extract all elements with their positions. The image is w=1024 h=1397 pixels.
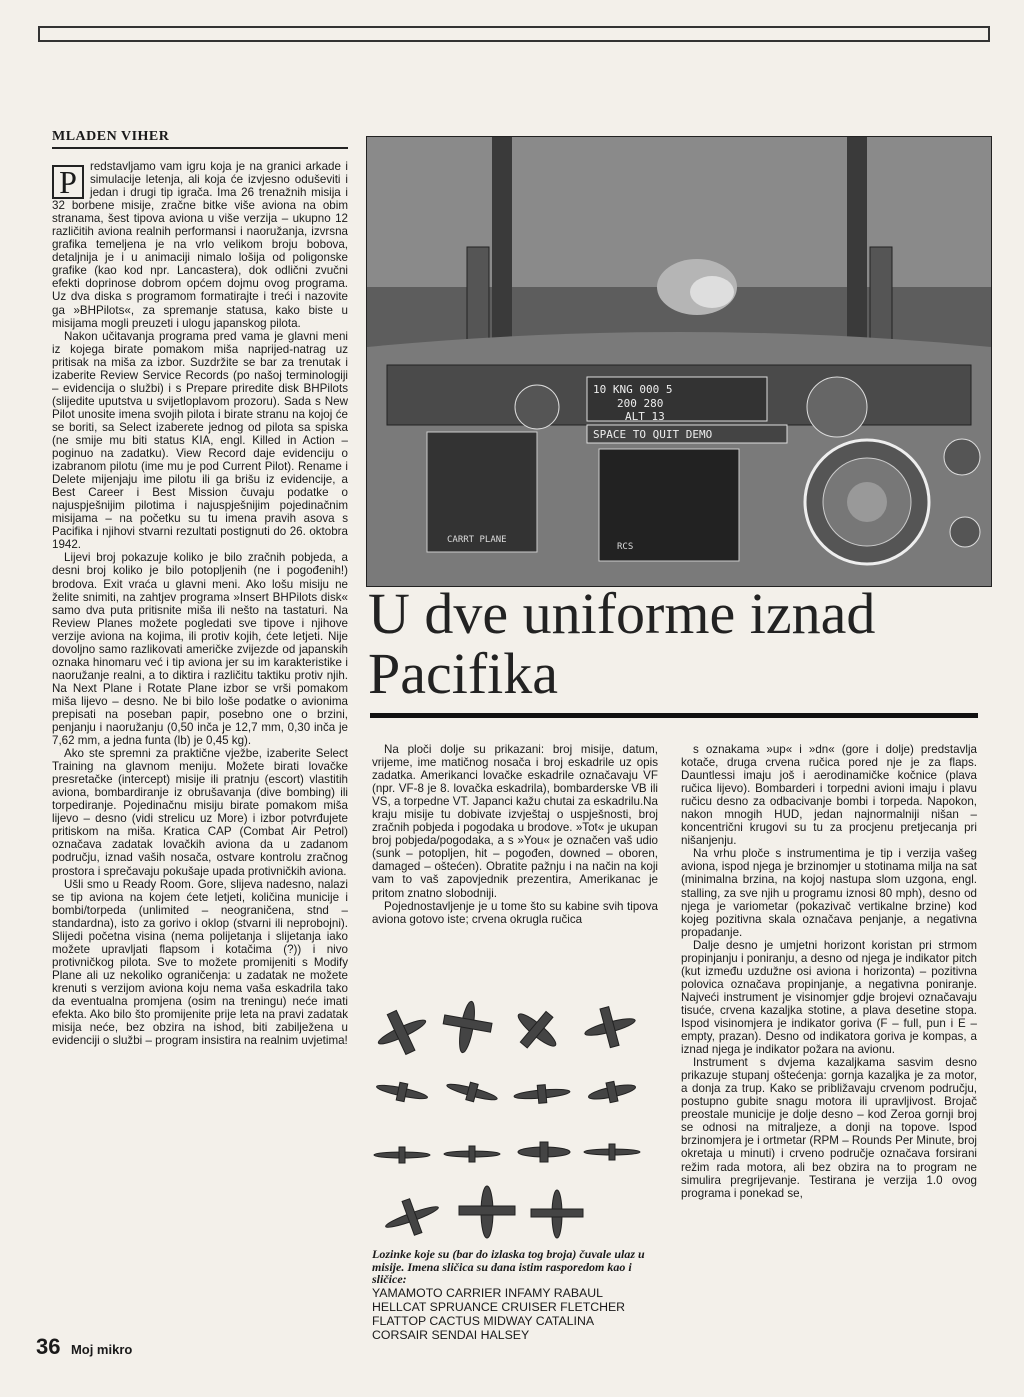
paragraph: Na ploči dolje su prikazani: broj misije, datum, vrijeme, ime matičnog nosača i broj eskadrile uz opis zadatka. Amerikanci lovačke eskadrile označavaju VF (npr. VF-8 je 8. lovačka eskadrila), bombarderske VB ili VS, a torpedne VT. Japanci kažu chutai za eskadrilu.Na kraju misije tu dobivate izvještaj o uspješnosti, broj zračnih pobjeda i pogodaka u brodove. »Tot« je ukupan broj pobjeda/pogodaka, a s »You« je označen vaš udio (sunk – potopljen, hit – pogođen, downed – oboren, damaged – oštećen). Obratite pažnju i na način na koji vam to vaš zapovjednik prezentira, Amerikanac je pritom znatno slobodniji.: [372, 743, 658, 900]
airplane-icon: [584, 1144, 640, 1160]
airplane-icon: [444, 1146, 500, 1162]
airplane-icon: [506, 999, 568, 1060]
paragraph: Pojednostavljenje je u tome što su kabine svih tipova aviona gotovo iste; crvena okrugla ručica: [372, 899, 658, 926]
aircraft-icons-grid: [372, 992, 650, 1250]
caption-line: CORSAIR SENDAI HALSEY: [372, 1327, 530, 1342]
airplane-icon: [580, 1001, 641, 1053]
caption-line: FLATTOP CACTUS MIDWAY CATALINA: [372, 1313, 595, 1328]
airplane-icon: [375, 1078, 430, 1106]
airplane-icon: [445, 1077, 500, 1108]
game-screenshot: [366, 136, 992, 587]
paragraph: P redstavljamo vam igru koja je na granici arkade i simulacije letenja, ali koja će izvjesno oduševiti i jedan i drugi tip igrača. Ima 26 trenažnih misija i 32 borbene misije, zračne bitke više aviona na obim stranama, šest tipova aviona u više verzija – ukupno 12 različitih aviona realnih performansi i naoružanja, izvrsna grafika temeljena je na vrlo velikom broju bobova, detaljnija je i u animaciji nimalo lošija od poligonske grafike (kao kod npr. Lancastera), dok odlični zvučni efekti doprinose dobrom općem dojmu ovog programa. Uz dva diska s programom formatirajte i treći i nazovite ga »BHPilots«, za spremanje statusa, kako biste u misijama mogli preuzeti i ulogu japanskog pilota.: [52, 160, 348, 330]
magazine-name: Moj mikro: [70, 1342, 133, 1357]
column-3: [681, 743, 977, 1200]
column-2: [372, 743, 658, 926]
headline-rule: [370, 713, 978, 718]
page-number: 36: [36, 1334, 61, 1359]
author-rule: [52, 147, 348, 149]
paragraph: Instrument s dvjema kazaljkama sasvim desno prikazuje stupanj oštećenja: gornja kazaljka je za motor, a donja za trup. Kako se približavaju crvenom području, postupno gubite snagu motora ili upravljivost. Brojač preostale municije je dolje desno – kod Zeroa gornji broj se odnosi na mitraljeze, a donji na topove. Ispod brzinomjera je i ortmetar (RPM – Rounds Per Minute, broj okretaja u minuti) i crveno područje označava forsirani režim rada motora, ali bez obzira na to program ne simulira pregrijevanje. Testirana je verzija 1.0 ovog programa i ponekad se,: [681, 1056, 977, 1200]
page-footer: [36, 1334, 132, 1360]
airplane-icon: [531, 1190, 583, 1238]
hud-line-2: 200 280: [617, 397, 664, 410]
airplane-icon: [372, 1001, 435, 1063]
quit-demo-label: SPACE TO QUIT DEMO: [593, 428, 713, 441]
airplane-icon: [459, 1186, 515, 1238]
drop-cap: P: [52, 165, 84, 199]
caption-line: YAMAMOTO CARRIER INFAMY RABAUL: [372, 1285, 603, 1300]
paragraph: Ako ste spremni za praktične vježbe, izaberite Select Training na glavnom meniju. Možete birati lovačke presretačke (intercept) misije ili pratnju (escort) vlastitih aviona, bombardiranje iz obrušavanja (dive bombing) ili torpediranje. Pojedinačnu misiju birate pomakom miša lijevo – desno (vidi strelicu uz More) i izbor potvrđujete pritiskom na miša. Kratica CAP (Combat Air Petrol) označava zadatak lovačkih aviona da u zadanom području, iznad vaših nosača, ostvare kontrolu zračnog prostora i sprečavaju pokušaje upada protivničkih aviona.: [52, 747, 348, 878]
carrier-plane-label: CARRT PLANE: [447, 535, 507, 545]
hud-line-1: 10 KNG 000 5: [593, 383, 673, 396]
paragraph: Ušli smo u Ready Room. Gore, slijeva nadesno, nalazi se tip aviona na kojem ćete letjeti, količina municije i bombi/torpeda (unlimited – neograničena, stnd – standardna), isto za gorivo i oklop (stvarni ili neprobojni). Slijedi početna visina (nema polijetanja i slijetanja iako možete upravljati flapsom i kotačima (?)) i nivo protivničkog pilota. Sve to možete promijeniti s Modify Plane ali uz nekoliko ograničenja: u zadatak ne možete krenuti s verzijom aviona koju nema vaša eskadrila tako da eventualna promjena (osim na treningu) neće imati efekta. Ako bilo što promijenite prije leta na pravi zadatak misija neće, bez obzira na ishod, biti zabilježena u evidenciji o službi – program insistira na realnim uvjetima!: [52, 877, 348, 1048]
paragraph: Dalje desno je umjetni horizont koristan pri strmom propinjanju i poniranju, a desno od njega je indikator pitch (kut između uzdužne osi aviona i horizonta) – pozitivna polovica označava propinjanje, a negativna poniranje. Najveći instrument je visinomjer gdje brojevi označavaju tisuće, crvena kazaljka stotine, a plava desetine stopa. Ispod visinomjera je indikator goriva (F – full, pun i E – empty, prazan). Desno od indikatora goriva je kompas, a iznad njega je indikator požara na avionu.: [681, 938, 977, 1057]
column-1: [52, 160, 348, 1047]
airplane-icon: [439, 997, 495, 1057]
paragraph: Lijevi broj pokazuje koliko je bilo zračnih pobjeda, a desni broj koliko je bilo potopljenih (ne i pogođenih!) brodova. Exit vraća u glavni meni. Ako lošu misiju ne želite snimiti, na zahtjev programa »Insert BHPilots disk« samo dva puta pritisnite miša ili nešto na tastaturi. Na Review Planes možete pogledati sve tipove i njihove verzije aviona na kojima, ili protiv kojih, ćete letjeti. Nije dovoljno samo razlikovati američke zvijezde od japanskih oznaka hinomaru već i tip aviona jer su im karakteristike i naoružanje realni, a to diktira i različitu taktiku protiv njih. Na Next Plane i Rotate Plane izbor se vrši pomakom miša lijevo – desno. Ne bi bilo loše podatke o avionima prepisati na poseban papir, posebno one o brzini, penjanju i naoružanju (0,50 inča je 12,7 mm, 0,30 inča je 7,62 mm, a jedna funta (lb) je 0,45 kg).: [52, 551, 348, 748]
caption-italic: Lozinke koje su (bar do izlaska tog broja) čuvale ulaz u misije. Imena sličica su dana istim rasporedom kao i sličice:: [372, 1247, 645, 1287]
paragraph: s oznakama »up« i »dn« (gore i dolje) predstavlja kotače, druga crvena ručica pored nje je za flaps. Dauntlessi imaju još i aerodinamičke kočnice (plava ručica lijevo). Bombarderi i torpedni avioni imaju i plavu ručicu desno za odbacivanje bombi i torpeda. Napokon, nakon mnogih HUD, jedan najnormalniji nišan – koncentrični krugovi su tu za procjenu pretjecanja pri nišanjenju.: [681, 743, 977, 848]
top-frame: [38, 26, 990, 42]
airplane-icon: [380, 1191, 445, 1244]
airplane-icons: [372, 992, 650, 1250]
airplane-icon: [586, 1077, 637, 1107]
airplane-icon: [518, 1142, 570, 1162]
hud-line-3: ALT 13: [625, 410, 665, 423]
paragraph: Nakon učitavanja programa pred vama je glavni meni iz kojega birate pomakom miša naprijed-natrag uz pritisak na miša za izbor. Suzdržite se bar za trenutak i izaberite Review Service Records (po našoj terminologiji – evidencija o službi) i s Prepare priredite disk BHPilots (slijedite uputstva u svijetloplavom prozoru). Sada s New Pilot unosite imena svojih pilota i birate stranu na kojoj će se boriti, sa Select izaberete jednog od pilota sa spiska (ne smije mu biti status KIA, engl. Killed in Action – poginuo na zadatku). View Record daje evidenciju o izabranom pilotu (ime mu je pod Current Pilot). Rename i Delete mijenjaju ime pilotu ili ga brišu iz evidencije, a Best Career i Best Mission čuvaju podatke o najuspješnijim pilotima i najuspješnijim pojedinačnim misijama – na početku su tu imena pravih asova s Pacifika i njihovi stvarni rezultati postignuti do 26. oktobra 1942.: [52, 329, 348, 552]
airplane-icon: [374, 1147, 430, 1163]
radar-label: RCS: [617, 542, 634, 552]
author-byline: MLADEN VIHER: [52, 129, 170, 144]
paragraph: Na vrhu ploče s instrumentima je tip i verzija vašeg aviona, ispod njega je brzinomjer u stotinama milja na sat (minimalna brzina, na kojoj nastupa slom uzgona, engl. stalling, za sve njih u programu iznosi 80 mph), desno od njega je variometar (pokazivač vertikalne brzine) kod kojeg pozitivna skala označava penjanje, a negativna propadanje.: [681, 847, 977, 939]
cockpit-illustration: [367, 137, 991, 586]
caption-line: HELLCAT SPRUANCE CRUISER FLETCHER: [372, 1299, 626, 1314]
image-caption: [372, 1248, 658, 1342]
airplane-icon: [513, 1083, 570, 1106]
headline: U dve uniforme iznad Pacifika: [368, 581, 876, 706]
